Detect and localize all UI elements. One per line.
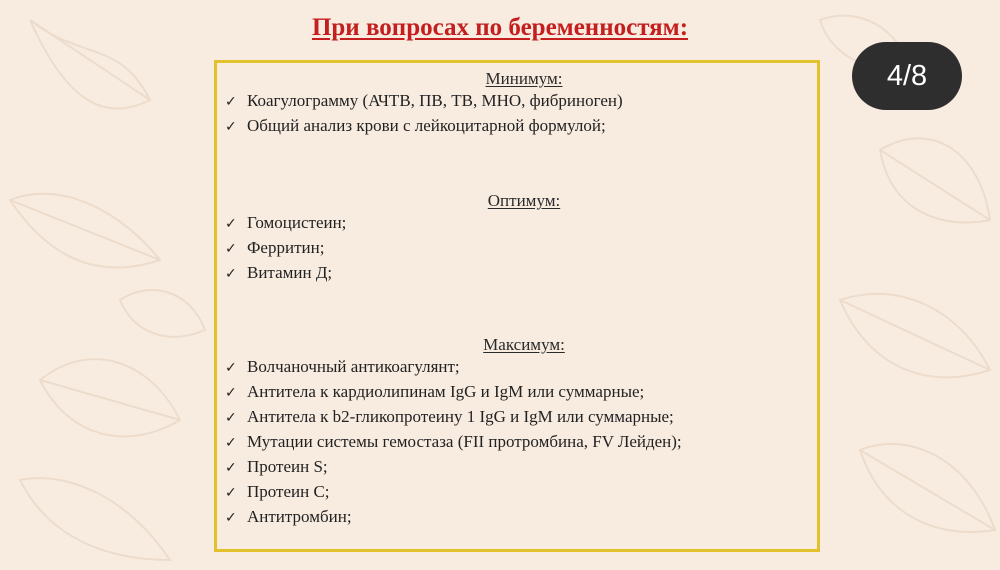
list-minimum	[217, 89, 817, 139]
checkmark-icon: ✓	[225, 435, 237, 451]
list-item	[225, 405, 817, 430]
section-minimum	[217, 69, 817, 139]
checkmark-icon: ✓	[225, 385, 237, 401]
list-item	[225, 89, 817, 114]
list-item	[225, 505, 817, 530]
list-maximum	[217, 355, 817, 530]
list-item-text: Витамин Д;	[247, 263, 333, 282]
list-item	[225, 236, 817, 261]
checkmark-icon: ✓	[225, 410, 237, 426]
checkmark-icon: ✓	[225, 241, 237, 257]
list-item-text: Гомоцистеин;	[247, 213, 347, 232]
list-item-text: Общий анализ крови с лейкоцитарной формулой;	[247, 116, 606, 135]
list-item-text: Мутации системы гемостаза (FII протромбина, FV Лейден);	[247, 432, 682, 451]
list-item	[225, 211, 817, 236]
list-item-text: Антитромбин;	[247, 507, 352, 526]
checkmark-icon: ✓	[225, 94, 237, 110]
list-item	[225, 355, 817, 380]
checkmark-icon: ✓	[225, 485, 237, 501]
section-heading-maximum: Максимум:	[483, 335, 565, 354]
checkmark-icon: ✓	[225, 510, 237, 526]
checkmark-icon: ✓	[225, 360, 237, 376]
list-item	[225, 480, 817, 505]
list-item-text: Волчаночный антикоагулянт;	[247, 357, 460, 376]
section-optimum	[217, 191, 817, 286]
checkmark-icon: ✓	[225, 460, 237, 476]
list-item	[225, 455, 817, 480]
list-item	[225, 430, 817, 455]
checkmark-icon: ✓	[225, 216, 237, 232]
checkmark-icon: ✓	[225, 119, 237, 135]
list-item	[225, 114, 817, 139]
checkmark-icon: ✓	[225, 266, 237, 282]
section-heading-minimum: Минимум:	[485, 69, 563, 88]
list-item-text: Протеин S;	[247, 457, 328, 476]
page-title: При вопросах по беременностям:	[311, 14, 689, 41]
content-box	[214, 60, 820, 552]
page-indicator-badge: 4/8	[852, 42, 962, 110]
section-heading-optimum: Оптимум:	[487, 191, 561, 210]
list-item	[225, 261, 817, 286]
list-item-text: Антитела к кардиолипинам IgG и IgM или суммарные;	[247, 382, 645, 401]
list-item-text: Ферритин;	[247, 238, 325, 257]
list-item	[225, 380, 817, 405]
list-item-text: Коагулограмму (АЧТВ, ПВ, ТВ, МНО, фибриноген)	[247, 91, 623, 110]
list-item-text: Протеин C;	[247, 482, 330, 501]
list-optimum	[217, 211, 817, 286]
section-maximum	[217, 335, 817, 530]
list-item-text: Антитела к b2-гликопротеину 1 IgG и IgM или суммарные;	[247, 407, 674, 426]
